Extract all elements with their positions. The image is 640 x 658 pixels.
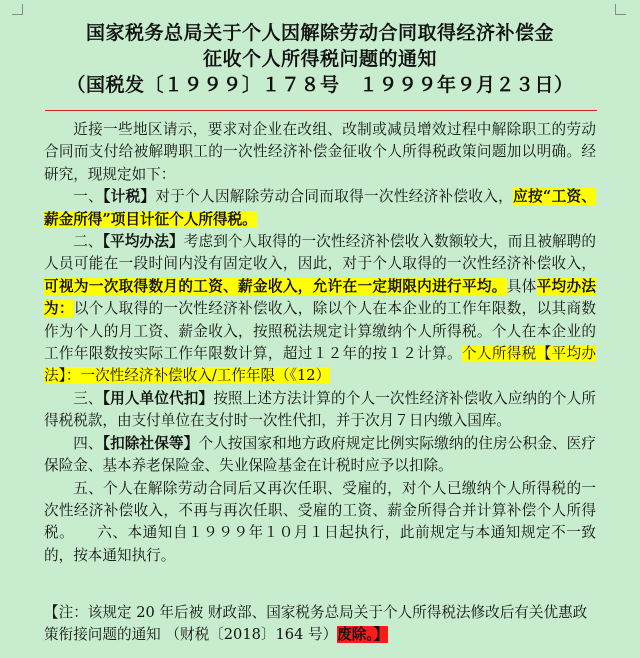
section-2-formula: 个人所得税【平均办法】：一次性经济补偿收入/工作年限（《12） (44, 345, 596, 385)
doc-title-line2: 征收个人所得税问题的通知 (202, 48, 437, 70)
section-3-tag: 【用人单位代扣】 (102, 389, 214, 407)
section-1-text: 对于个人因解除劳动合同而取得一次性经济补偿收入， (155, 188, 514, 206)
section-3-text: 按照上述方法计算的个人一次性经济补偿收入应纳的个人所得税税款，由支付单位在支付时一次性代扣，并于次月７日内缴入国库。 (44, 389, 596, 430)
repeal-note-highlight: 废除。】 (337, 626, 389, 644)
page-corner-mark-right (615, 4, 626, 15)
section-2 (44, 231, 596, 388)
section-2-prefix: 二、 (73, 233, 103, 251)
section-2-highlight1: 可视为一次取得数月的工资、薪金收入，允许在一定期限内进行平均。 (44, 277, 507, 295)
doc-title-line1: 国家税务总局关于个人因解除劳动合同取得经济补偿金 (85, 22, 554, 44)
intro-paragraph: 近接一些地区请示，要求对企业在改组、改制或减员增效过程中解除职工的劳动合同而支付给被解聘职工的一次性经济补偿金征收个人所得税政策问题加以明确。经研究，现规定如下： (44, 121, 596, 183)
section-2-text1: 考虑到个人取得的一次性经济补偿收入数额较大，而且被解聘的人员可能在一段时间内没有固定收入，因此，对于个人取得的一次性经济补偿收入， (44, 233, 596, 273)
section-3-prefix: 三、 (73, 389, 103, 407)
section-4 (44, 433, 596, 478)
repeal-note (44, 602, 596, 647)
section-1 (44, 186, 596, 231)
section-2-highlight2: 平均办法为： (44, 277, 596, 318)
red-divider (45, 110, 597, 111)
section-4-prefix: 四、 (73, 434, 103, 452)
section-1-highlight: 应按“工资、薪金所得”项目计征个人所得税。 (44, 188, 596, 228)
section-2-tag: 【平均办法】 (102, 233, 184, 251)
repeal-note-text: 【注：该规定 20 年后被 财政部、国家税务总局关于个人所得税法修改后有关优惠政策衔接问题的通知 （财税〔2018〕164 号） (44, 604, 588, 644)
section-4-text: 个人按国家和地方政府规定比例实际缴纳的住房公积金、医疗保险金、基本养老保险金、失业保险基金在计税时应予以扣除。 (44, 434, 596, 475)
section-1-tag: 【计税】 (103, 188, 156, 206)
doc-body (44, 119, 596, 567)
page-corner-mark-left (12, 4, 23, 15)
section-5-6: 五、个人在解除劳动合同后又再次任职、受雇的，对个人已缴纳个人所得税的一次性经济补偿收入，不再与再次任职、受雇的工资、薪金所得合并计算补偿个人所得税。 六、本通知自１９９９年１０月１日起执行，此前规定与本通知规定不一致的，按本通知执行。 (44, 479, 596, 564)
section-2-text3: 以个人取得的一次性经济补偿收入，除以个人在本企业的工作年限数，以其商数作为个人的月工资、薪金收入，按照税法规定计算缴纳个人所得税。个人在本企业的工作年限数按实际工作年限数计算，超过１２年的按１２计算。 (44, 300, 596, 363)
section-1-prefix: 一、 (73, 188, 103, 206)
section-3 (44, 388, 596, 433)
section-4-tag: 【扣除社保等】 (102, 434, 199, 452)
section-2-text2: 具体 (506, 277, 537, 295)
doc-number-date: （国税发〔１９９９〕１７８号 １９９９年９月２３日） (66, 74, 574, 96)
